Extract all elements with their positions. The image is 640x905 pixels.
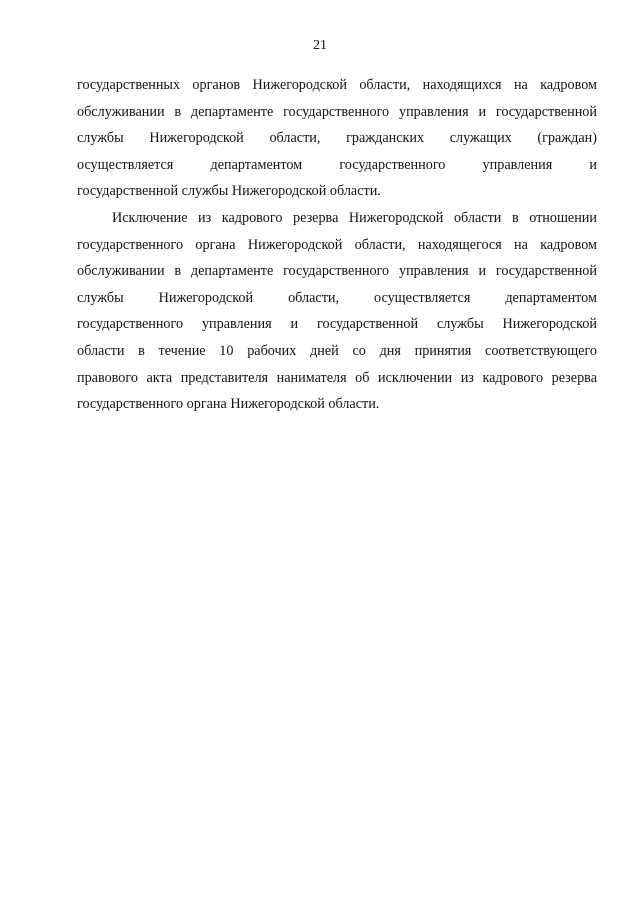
paragraph-exclusion (77, 205, 597, 418)
text-line: службы Нижегородской области, осуществляется департаментом (77, 289, 597, 306)
paragraph-continuation (77, 72, 597, 205)
text-line: обслуживании в департаменте государственного управления и государственной (77, 263, 597, 280)
text-line: области в течение 10 рабочих дней со дня принятия соответствующего (77, 342, 597, 359)
text-line: осуществляется департаментом государственного управления и (77, 156, 597, 173)
text-line: государственной службы Нижегородской области. (77, 183, 381, 200)
text-line: правового акта представителя нанимателя об исключении из кадрового резерва (77, 369, 597, 386)
text-line: государственного управления и государственной службы Нижегородской (77, 316, 597, 333)
text-line: обслуживании в департаменте государственного управления и государственной (77, 103, 597, 120)
document-body (77, 72, 597, 418)
text-line: государственного органа Нижегородской области. (77, 396, 380, 413)
text-line: государственных органов Нижегородской области, находящихся на кадровом (77, 77, 597, 93)
page-number: 21 (313, 38, 327, 53)
text-line: Исключение из кадрового резерва Нижегородской области в отношении (112, 209, 597, 226)
text-line: службы Нижегородской области, гражданских служащих (граждан) (77, 130, 597, 147)
text-line: государственного органа Нижегородской области, находящегося на кадровом (77, 236, 597, 253)
